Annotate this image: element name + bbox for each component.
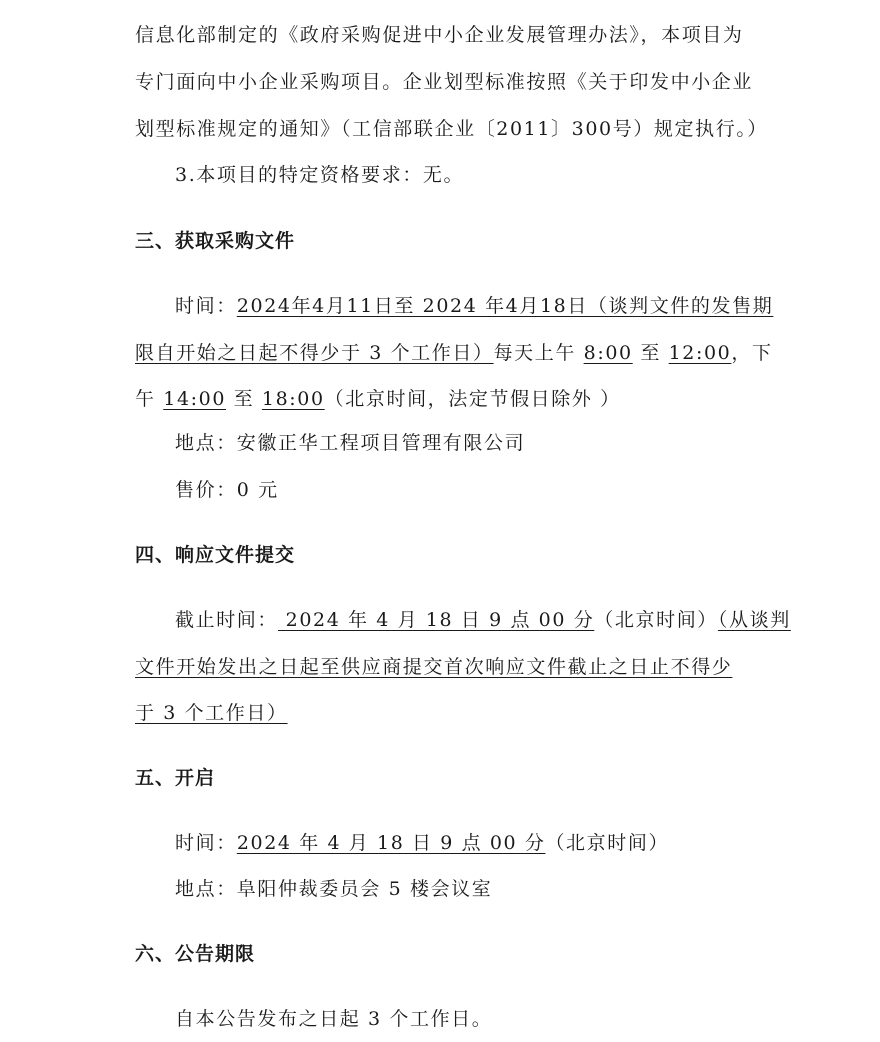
deadline-line-1 [175,607,795,633]
to-label: 至 [632,342,669,364]
section-6-heading: 六、公告期限 [135,943,256,965]
announcement-period: 自本公告发布之日起 3 个工作日。 [175,1008,493,1030]
deadline-note: （从谈判 [717,609,791,631]
intro-line-3: 划型标准规定的通知》（工信部联企业〔2011〕300号）规定执行。） [135,118,769,140]
deadline-line-3 [135,700,755,726]
section-3-heading: 三、获取采购文件 [135,230,296,252]
opening-location: 地点：阜阳仲裁委员会 5 楼会议室 [175,878,493,900]
morning-end: 12:00 [668,342,732,364]
afternoon-label: ，下 [731,342,773,364]
deadline-note-cont: 文件开始发出之日起至供应商提交首次响应文件截止之日止不得少 [135,656,733,678]
section-4-heading: 四、响应文件提交 [135,544,296,566]
timezone-note: （北京时间，法定节假日除外 ） [324,388,621,410]
deadline-note-end: 于 3 个工作日） [135,702,288,724]
opening-timezone: （北京时间） [545,832,670,854]
deadline-line-2 [135,654,755,680]
time-label: 时间： [175,295,237,317]
purchase-time-line-2 [135,340,773,366]
opening-time-label: 时间： [175,832,237,854]
purchase-time-line-1 [175,293,795,319]
intro-line-1: 信息化部制定的《政府采购促进中小企业发展管理办法》，本项目为 [135,24,744,46]
deadline-timezone: （北京时间） [594,609,718,631]
afternoon-end: 18:00 [261,388,325,410]
opening-time-value: 2024 年 4 月 18 日 9 点 00 分 [236,832,546,854]
opening-time [175,830,795,856]
afternoon-label-cont: 午 [135,388,164,410]
sale-period: 2024年4月11日至 2024 年4月18日（谈判文件的发售期 [236,295,774,317]
intro-line-2: 专门面向中小企业采购项目。企业划型标准按照《关于印发中小企业 [135,71,754,93]
purchase-price: 售价：0 元 [175,479,279,501]
deadline-label: 截止时间： [175,609,279,631]
deadline-value: 2024 年 4 月 18 日 9 点 00 分 [278,609,595,631]
to-label: 至 [226,388,262,410]
section-5-heading: 五、开启 [135,767,216,789]
sale-period-cont: 限自开始之日起不得少于 3 个工作日） [135,342,494,364]
afternoon-start: 14:00 [163,388,227,410]
purchase-time-line-3 [135,386,755,412]
special-requirements: 3.本项目的特定资格要求：无。 [175,164,465,186]
morning-label: 每天上午 [493,342,584,364]
morning-start: 8:00 [583,342,633,364]
purchase-location: 地点：安徽正华工程项目管理有限公司 [175,432,526,454]
